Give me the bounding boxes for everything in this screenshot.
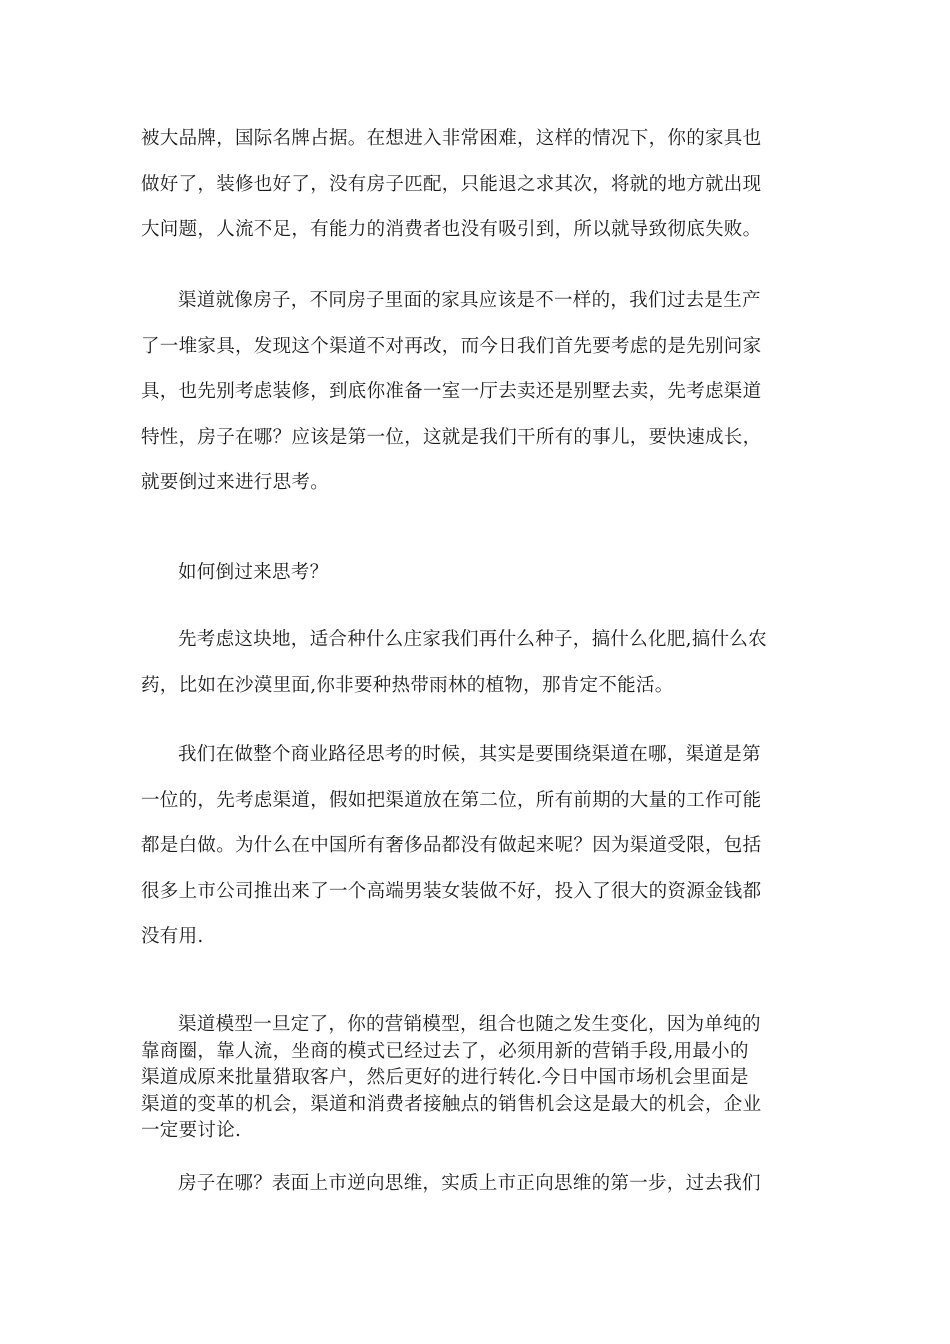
text-line: 药，比如在沙漠里面,你非要种热带雨林的植物，那肯定不能活。	[141, 674, 674, 696]
text-line: 很多上市公司推出来了一个高端男装女装做不好，投入了很大的资源金钱都	[141, 880, 762, 902]
text-line: 没有用.	[141, 926, 204, 947]
text-line: 先考虑这块地，适合种什么庄家我们再什么种子，搞什么化肥,搞什么农	[178, 629, 767, 650]
text-line: 渠道成原来批量猎取客户，然后更好的进行转化.今日中国市场机会里面是	[141, 1067, 749, 1088]
text-line: 如何倒过来思考？	[178, 562, 329, 583]
paragraph-6	[141, 1012, 817, 1145]
text-line: 渠道就像房子，不同房子里面的家具应该是不一样的，我们过去是生产	[178, 290, 761, 311]
text-line: 大问题，人流不足，有能力的消费者也没有吸引到，所以就导致彻底失败。	[141, 219, 762, 240]
paragraph-4	[141, 617, 817, 708]
text-line: 都是白做。为什么在中国所有奢侈品都没有做起来呢？因为渠道受限，包括	[141, 835, 762, 856]
text-line: 房子在哪？表面上市逆向思维，实质上市正向思维的第一步，过去我们	[178, 1173, 761, 1194]
text-line: 被大品牌，国际名牌占据。在想进入非常困难，这样的情况下，你的家具也	[141, 128, 762, 149]
text-line: 就要倒过来进行思考。	[141, 472, 330, 493]
text-line: 特性，房子在哪？应该是第一位，这就是我们干所有的事儿，要快速成长，	[141, 426, 762, 448]
paragraph-1	[141, 116, 817, 253]
text-line: 做好了，装修也好了，没有房子匹配，只能退之求其次，将就的地方就出现	[141, 173, 762, 195]
paragraph-7	[141, 1161, 817, 1207]
text-line: 一位的，先考虑渠道，假如把渠道放在第二位，所有前期的大量的工作可能	[141, 789, 762, 811]
text-line: 渠道的变革的机会，渠道和消费者接触点的销售机会这是最大的机会，企业	[141, 1093, 762, 1115]
text-line: 渠道模型一旦定了，你的营销模型，组合也随之发生变化，因为单纯的	[178, 1014, 761, 1035]
paragraph-5	[141, 732, 817, 960]
paragraph-3	[141, 550, 817, 596]
text-line: 一定要讨论.	[141, 1120, 242, 1141]
text-line: 靠商圈，靠人流，坐商的模式已经过去了，必须用新的营销手段,用最小的	[141, 1040, 749, 1062]
text-line: 我们在做整个商业路径思考的时候，其实是要围绕渠道在哪，渠道是第	[178, 744, 761, 765]
paragraph-2	[141, 278, 817, 506]
text-line: 了一堆家具，发现这个渠道不对再改，而今日我们首先要考虑的是先别问家	[141, 335, 762, 357]
text-line: 具，也先别考虑装修，到底你准备一室一厅去卖还是别墅去卖，先考虑渠道	[141, 381, 762, 402]
